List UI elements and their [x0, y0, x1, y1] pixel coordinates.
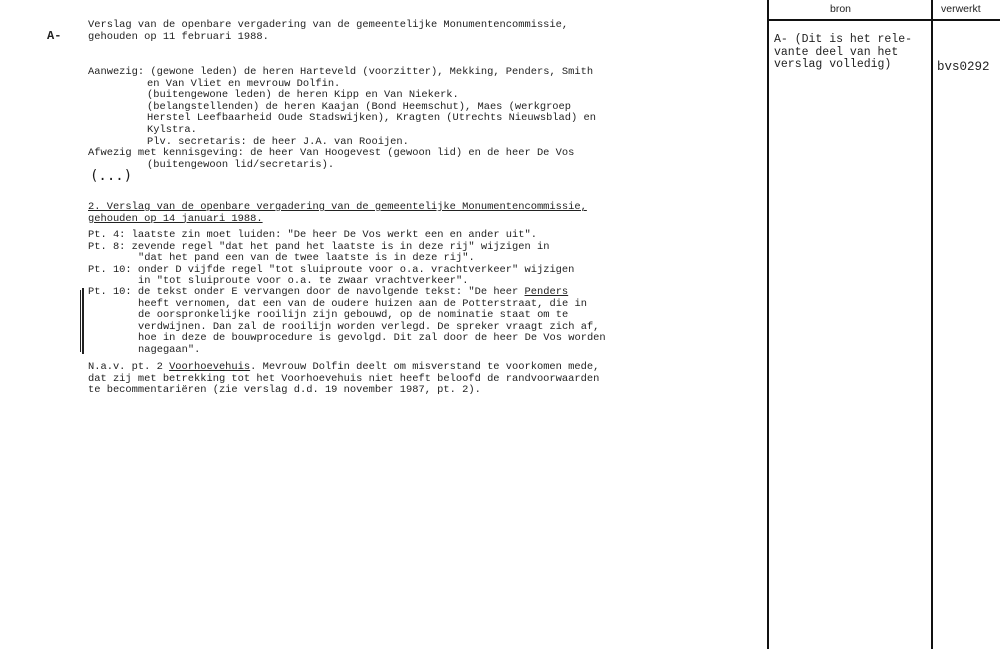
form-header-rule	[767, 19, 1000, 21]
section-heading-line: gehouden op 14 januari 1988.	[88, 212, 263, 225]
verwerkt-code: bvs0292	[937, 60, 990, 74]
point-text: zevende regel "dat het pand het laatste is in deze rij" wijzigen in	[131, 240, 550, 253]
header-verwerkt: verwerkt	[941, 3, 981, 15]
form-left-border	[767, 0, 769, 649]
nav-text: . Mevrouw Dolfin deelt om misverstand te voorkomen mede,	[250, 361, 600, 373]
absent-line: (buitengewoon lid/secretaris).	[147, 158, 335, 171]
bron-note	[774, 34, 912, 72]
point-10-replacement	[88, 287, 606, 357]
nav-text: te becommentariëren (zie verslag d.d. 19 november 1987, pt. 2).	[88, 384, 481, 397]
point-text: hoe in deze de bouwprocedure is gevolgd. Dit zal door de heer De Vos worden	[138, 332, 606, 345]
absent-block	[88, 148, 574, 171]
nav-prefix: N.a.v. pt. 2	[88, 361, 170, 373]
bron-line: vante deel van het	[774, 45, 899, 59]
ellipsis-mark: (...)	[90, 168, 133, 184]
underlined-subject: Voorhoevehuis	[169, 361, 251, 373]
nav-text: dat zij met betrekking tot het Voorhoevehuis niet heeft beloofd de randvoorwaarden	[88, 372, 600, 385]
absent-line: Afwezig met kennisgeving: de heer Van Hoogevest (gewoon lid) en de heer De Vos	[88, 147, 575, 159]
point-text: de oorspronkelijke rooilijn zijn gebouwd, op de nominatie staat om te	[138, 309, 569, 322]
point-text: laatste zin moet luiden: "De heer De Vos werkt een en ander uit".	[131, 229, 537, 241]
present-line: en Van Vliet en mevrouw Dolfin.	[147, 77, 341, 90]
bron-line: verslag volledig)	[774, 58, 892, 72]
present-line: Plv. secretaris: de heer J.A. van Rooijen.	[147, 135, 409, 148]
point-text: "dat het pand een van de twee laatste is in deze rij".	[138, 252, 475, 265]
document-title	[88, 20, 568, 43]
title-line: Verslag van de openbare vergadering van de gemeentelijke Monumentencommissie,	[88, 19, 569, 31]
present-block	[88, 67, 596, 148]
point-text: de tekst onder E vervangen door de navolgende tekst: "De heer	[137, 286, 525, 298]
point-label: Pt. 4:	[88, 229, 126, 241]
present-line: (belangstellenden) de heren Kaajan (Bond Heemschut), Maes (werkgroep	[147, 100, 572, 113]
present-label: Aanwezig:	[88, 66, 145, 78]
point-label: Pt. 10:	[88, 263, 132, 276]
underlined-name: Penders	[524, 286, 569, 298]
present-line: Kylstra.	[147, 123, 197, 136]
present-line: (gewone leden) de heren Harteveld (voorzitter), Mekking, Penders, Smith	[150, 66, 594, 78]
nav-paragraph	[88, 362, 599, 397]
point-label: Pt. 10:	[88, 286, 132, 298]
point-text: onder D vijfde regel "tot sluiproute voor o.a. vrachtverkeer" wijzigen	[137, 263, 575, 276]
title-line: gehouden op 11 februari 1988.	[88, 30, 269, 43]
header-bron: bron	[830, 3, 852, 15]
section-heading-line: 2. Verslag van de openbare vergadering van de gemeentelijke Monumentencommissie,	[88, 201, 587, 213]
margin-bar	[82, 288, 84, 354]
margin-bar	[80, 290, 81, 352]
bron-line: A- (Dit is het rele-	[774, 33, 913, 46]
margin-marker: A-	[47, 29, 62, 43]
form-column-divider	[931, 0, 933, 649]
point-label: Pt. 8:	[88, 240, 126, 253]
present-line: (buitengewone leden) de heren Kipp en Van Niekerk.	[147, 89, 459, 102]
point-text: heeft vernomen, dat een van de oudere huizen aan de Potterstraat, die in	[138, 297, 587, 310]
section-heading	[88, 202, 587, 225]
points-list	[88, 230, 574, 288]
point-text: verdwijnen. Dan zal de rooilijn worden verlegd. De spreker vraagt zich af,	[138, 320, 600, 333]
point-text: nagegaan".	[138, 343, 201, 356]
point-text: in "tot sluiproute voor o.a. te zwaar vrachtverkeer".	[138, 275, 469, 288]
present-line: Herstel Leefbaarheid Oude Stadswijken), Kragten (Utrechts Nieuwsblad) en	[147, 112, 596, 125]
